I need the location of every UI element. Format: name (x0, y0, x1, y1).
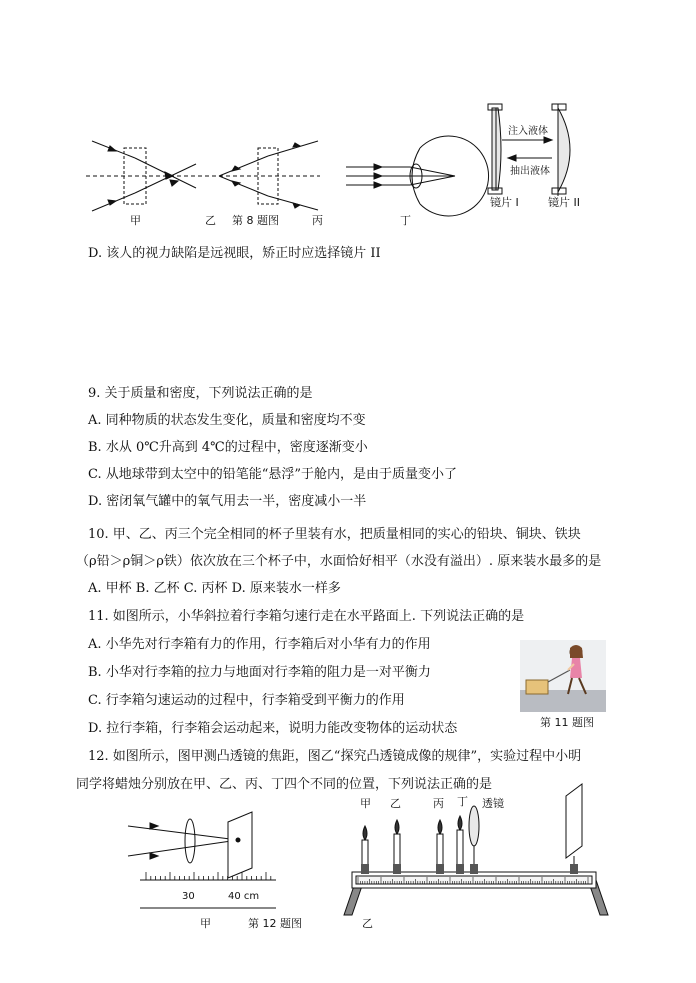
screen-stand (566, 784, 582, 874)
fig12-label-jia: 甲 (200, 917, 211, 930)
fig8-label-ding: 丁 (400, 214, 411, 227)
q9-option-b: B. 水从 0℃升高到 4℃的过程中，密度逐渐变小 (88, 440, 368, 455)
fig12-tick-40: 40 cm (228, 891, 260, 902)
fig12-pos-ding: 丁 (457, 795, 468, 808)
fig11-caption: 第 11 题图 (540, 716, 594, 729)
fig8-label-yi: 乙 (205, 214, 216, 227)
q10-stem-line2: （ρ铅＞ρ铜＞ρ铁）依次放在三个杯子中，水面恰好相平（水没有溢出）. 原来装水最多的是 (76, 554, 602, 569)
fig8-label-jia: 甲 (130, 214, 141, 227)
fig12-pos-bing: 丙 (433, 797, 444, 810)
q11-stem: 11. 如图所示，小华斜拉着行李箱匀速行走在水平路面上. 下列说法正确的是 (88, 609, 525, 624)
q10-options: A. 甲杯 B. 乙杯 C. 丙杯 D. 原来装水一样多 (88, 581, 341, 596)
lens-stand (469, 806, 479, 874)
q11-option-c: C. 行李箱匀速运动的过程中，行李箱受到平衡力的作用 (88, 693, 405, 708)
q11-option-b: B. 小华对行李箱的拉力与地面对行李箱的阻力是一对平衡力 (88, 665, 431, 680)
q9-option-c: C. 从地球带到太空中的铅笔能“悬浮”于舱内，是由于质量变小了 (88, 467, 458, 482)
q12-stem-line2: 同学将蜡烛分别放在甲、乙、丙、丁四个不同的位置，下列说法正确的是 (76, 777, 493, 792)
fig8-extract-label: 抽出液体 (510, 166, 550, 177)
fig12-label-yi: 乙 (362, 917, 373, 930)
fig12-caption: 第 12 题图 (248, 917, 302, 930)
fig12-pos-jia: 甲 (360, 797, 371, 810)
fig8-inject-label: 注入液体 (508, 126, 548, 137)
fig8-caption: 第 8 题图 (232, 214, 279, 227)
fig8-label-bing: 丙 (312, 214, 323, 227)
fig12-pos-yi: 乙 (390, 797, 401, 810)
q11-option-d: D. 拉行李箱，行李箱会运动起来，说明力能改变物体的运动状态 (88, 721, 458, 736)
q9-option-d: D. 密闭氧气罐中的氧气用去一半，密度减小一半 (88, 494, 367, 509)
screen-shape (228, 812, 252, 878)
q8-option-d: D. 该人的视力缺陷是远视眼，矫正时应选择镜片 II (88, 246, 381, 261)
q10-stem-line1: 10. 甲、乙、丙三个完全相同的杯子里装有水，把质量相同的实心的铅块、铜块、铁块 (88, 527, 581, 542)
convex-lens-shape (185, 819, 195, 863)
fig8-lens2-label: 镜片 II (548, 196, 580, 209)
q12-stem-line1: 12. 如图所示，图甲测凸透镜的焦距，图乙“探究凸透镜成像的规律”，实验过程中小明 (88, 749, 582, 764)
fig12-jia-ruler-ticks (146, 872, 271, 880)
fig8-lens1-label: 镜片 I (490, 196, 519, 209)
q11-option-a: A. 小华先对行李箱有力的作用，行李箱后对小华有力的作用 (88, 637, 431, 652)
q9-option-a: A. 同种物质的状态发生变化，质量和密度均不变 (88, 413, 366, 428)
q9-stem: 9. 关于质量和密度，下列说法正确的是 (88, 386, 313, 401)
fig12-yi-optical-bench (344, 872, 608, 915)
fig12-lens-label: 透镜 (482, 797, 504, 810)
fig12-tick-30: 30 (182, 891, 195, 902)
